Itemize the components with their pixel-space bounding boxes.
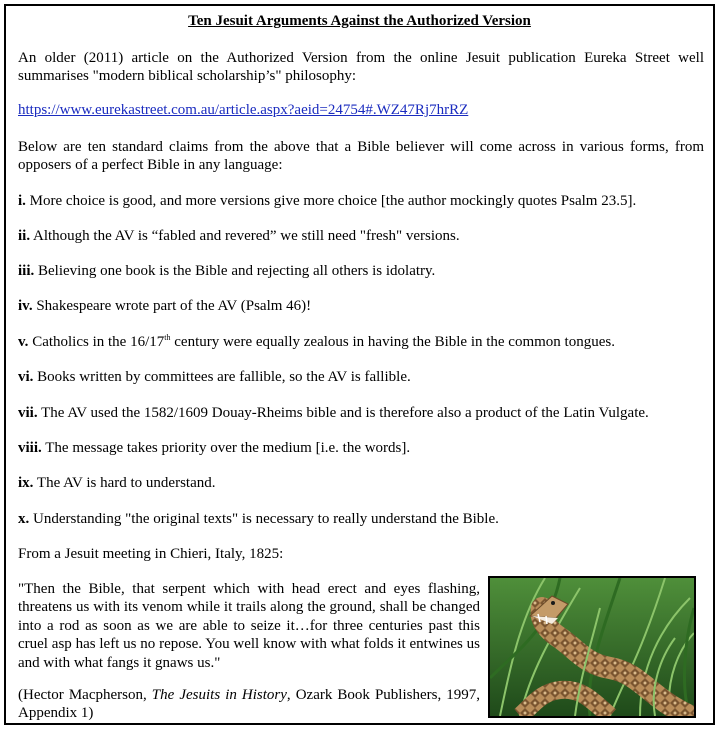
rattlesnake-photo — [488, 576, 696, 718]
claim-text: The AV used the 1582/1609 Douay-Rheims bible and is therefore also a product of the Latin Vulgate. — [37, 405, 649, 421]
claim-text: The AV is hard to understand. — [33, 475, 216, 491]
claim-item — [18, 227, 704, 245]
quote-paragraph: "Then the Bible, that serpent which with head erect and eyes flashing, threatens us with its venom while it trails along the ground, shall be changed into a rod as soon as we are able to seize it…for three centuries past this cruel asp has left us no repose. You well know with what folds it entwines us and with what fangs it gnaws us." — [18, 581, 480, 671]
claim-text: Catholics in the 16/17 — [28, 334, 165, 350]
citation-author: (Hector Macpherson, — [18, 687, 152, 703]
article-link-line — [18, 101, 704, 119]
claim-text: century were equally zealous in having the Bible in the common tongues. — [170, 334, 615, 350]
article-link[interactable]: https://www.eurekastreet.com.au/article.aspx?aeid=24754#.WZ47Rj7hrRZ — [18, 102, 469, 118]
claim-number: x. — [18, 511, 30, 527]
claim-item — [18, 192, 704, 210]
citation — [18, 686, 480, 723]
meeting-line: From a Jesuit meeting in Chieri, Italy, 1825: — [18, 546, 284, 562]
claim-text: Shakespeare wrote part of the AV (Psalm 46)! — [32, 298, 312, 314]
claim-number: vi. — [18, 369, 34, 385]
citation-publisher: , Ozark Book Publishers, 1997, Appendix 1) — [18, 687, 480, 722]
claim-number: ix. — [18, 475, 34, 491]
claim-text: Although the AV is “fabled and revered” we still need "fresh" versions. — [30, 228, 460, 244]
claim-text: More choice is good, and more versions give more choice [the author mockingly quotes Psalm 23.5]. — [25, 193, 637, 209]
claim-number: ii. — [18, 228, 31, 244]
page-title: Ten Jesuit Arguments Against the Authorized Version — [188, 13, 531, 29]
claim-number: v. — [18, 334, 29, 350]
claim-number: iii. — [18, 263, 35, 279]
lead-paragraph: Below are ten standard claims from the above that a Bible believer will come across in various forms, from opposers of a perfect Bible in any language: — [18, 139, 704, 174]
claim-item — [18, 439, 704, 457]
claim-text: The message takes priority over the medium [i.e. the words]. — [41, 440, 411, 456]
rattlesnake-illustration — [490, 578, 694, 716]
claim-item — [18, 368, 704, 386]
claim-number: viii. — [18, 440, 42, 456]
claim-number: iv. — [18, 298, 33, 314]
claim-superscript: th — [164, 333, 171, 342]
claim-item — [18, 297, 704, 315]
claim-item — [18, 510, 704, 528]
citation-book-title: The Jesuits in History — [151, 687, 287, 703]
claim-item — [18, 333, 704, 351]
intro-paragraph: An older (2011) article on the Authorized Version from the online Jesuit publication Eureka Street well summarises "modern biblical scholarship’s" philosophy: — [18, 50, 704, 85]
claim-item — [18, 262, 704, 280]
claim-item — [18, 404, 704, 422]
claim-text: Believing one book is the Bible and rejecting all others is idolatry. — [34, 263, 436, 279]
claim-item — [18, 474, 704, 492]
claim-number: i. — [18, 193, 26, 209]
claim-text: Books written by committees are fallible, so the AV is fallible. — [33, 369, 411, 385]
document-frame — [4, 4, 715, 725]
claim-text: Understanding "the original texts" is necessary to really understand the Bible. — [29, 511, 499, 527]
claim-number: vii. — [18, 405, 38, 421]
